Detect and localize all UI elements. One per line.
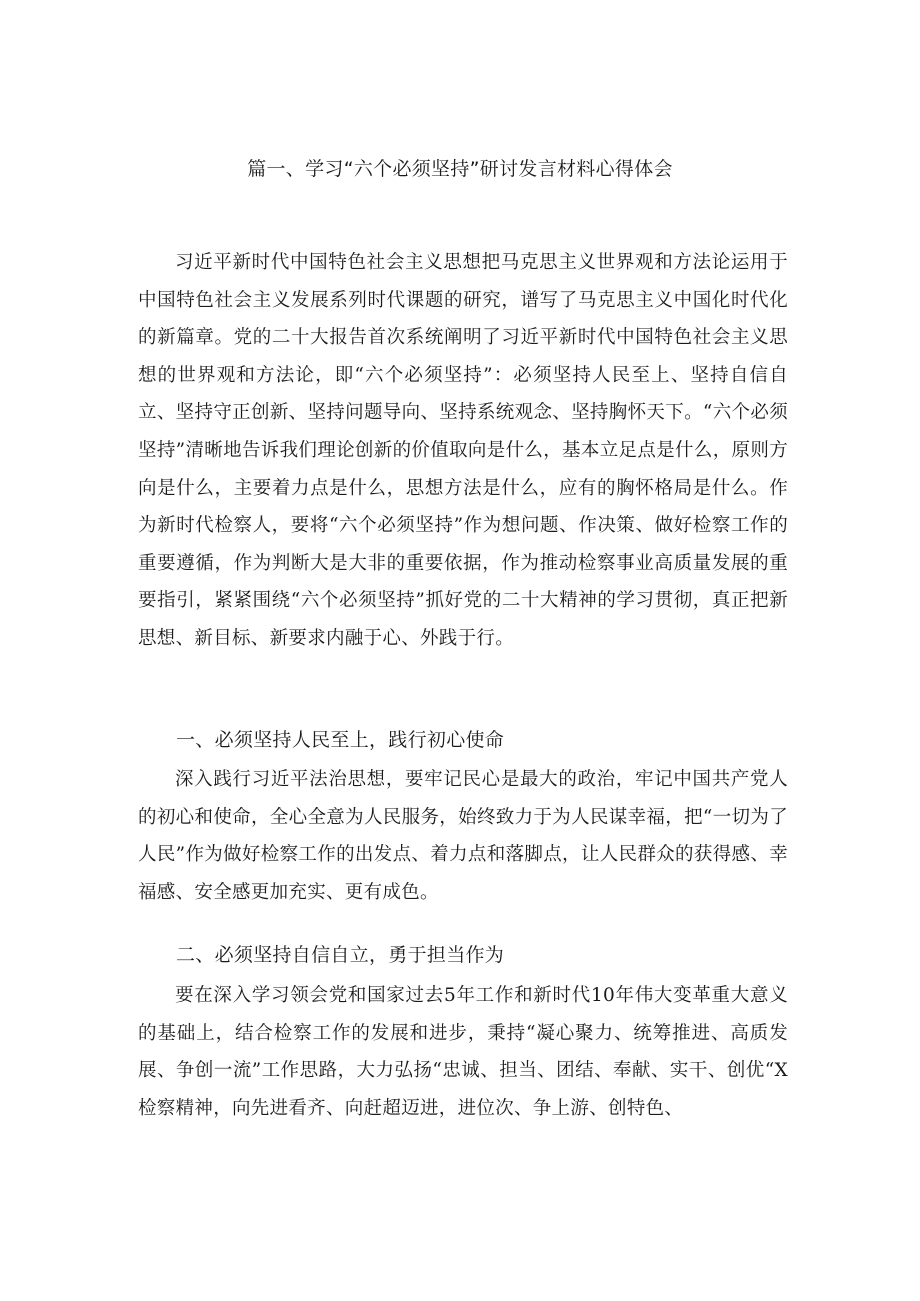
document-title: 篇一、学习“六个必须坚持”研讨发言材料心得体会 <box>247 158 673 180</box>
section-heading-1: 一、必须坚持人民至上，践行初心使命 <box>176 729 505 751</box>
section-paragraph-2: 要在深入学习领会党和国家过去5年工作和新时代10年伟大变革重大意义的基础上，结合检察工作的发展和进步，秉持“凝心聚力、统筹推进、高质发展、争创一流”工作思路，大力弘扬“忠诚、担当、团结、奉献、实干、创优“X检察精神，向先进看齐、向赶超迈进，进位次、争上游、创特色、 <box>138 985 788 1119</box>
section-paragraph-1: 深入践行习近平法治思想，要牢记民心是最大的政治，牢记中国共产党人的初心和使命，全心全意为人民服务，始终致力于为人民谋幸福，把“一切为了人民”作为做好检察工作的出发点、着力点和落脚点，让人民群众的获得感、幸福感、安全感更加充实、更有成色。 <box>138 769 788 903</box>
section-heading-2: 二、必须坚持自信自立，勇于担当作为 <box>176 944 505 966</box>
intro-paragraph: 习近平新时代中国特色社会主义思想把马克思主义世界观和方法论运用于中国特色社会主义发展系列时代课题的研究，谱写了马克思主义中国化时代化的新篇章。党的二十大报告首次系统阐明了习近平新时代中国特色社会主义思想的世界观和方法论，即“六个必须坚持”：必须坚持人民至上、坚持自信自立、坚持守正创新、坚持问题导向、坚持系统观念、坚持胸怀天下。“六个必须坚持”清晰地告诉我们理论创新的价值取向是什么，基本立足点是什么，原则方向是什么，主要着力点是什么，思想方法是什么，应有的胸怀格局是什么。作为新时代检察人，要将“六个必须坚持”作为想问题、作决策、做好检察工作的重要遵循，作为判断大是大非的重要依据，作为推动检察事业高质量发展的重要指引，紧紧围绕“六个必须坚持”抓好党的二十大精神的学习贯彻，真正把新思想、新目标、新要求内融于心、外践于行。 <box>138 252 788 649</box>
